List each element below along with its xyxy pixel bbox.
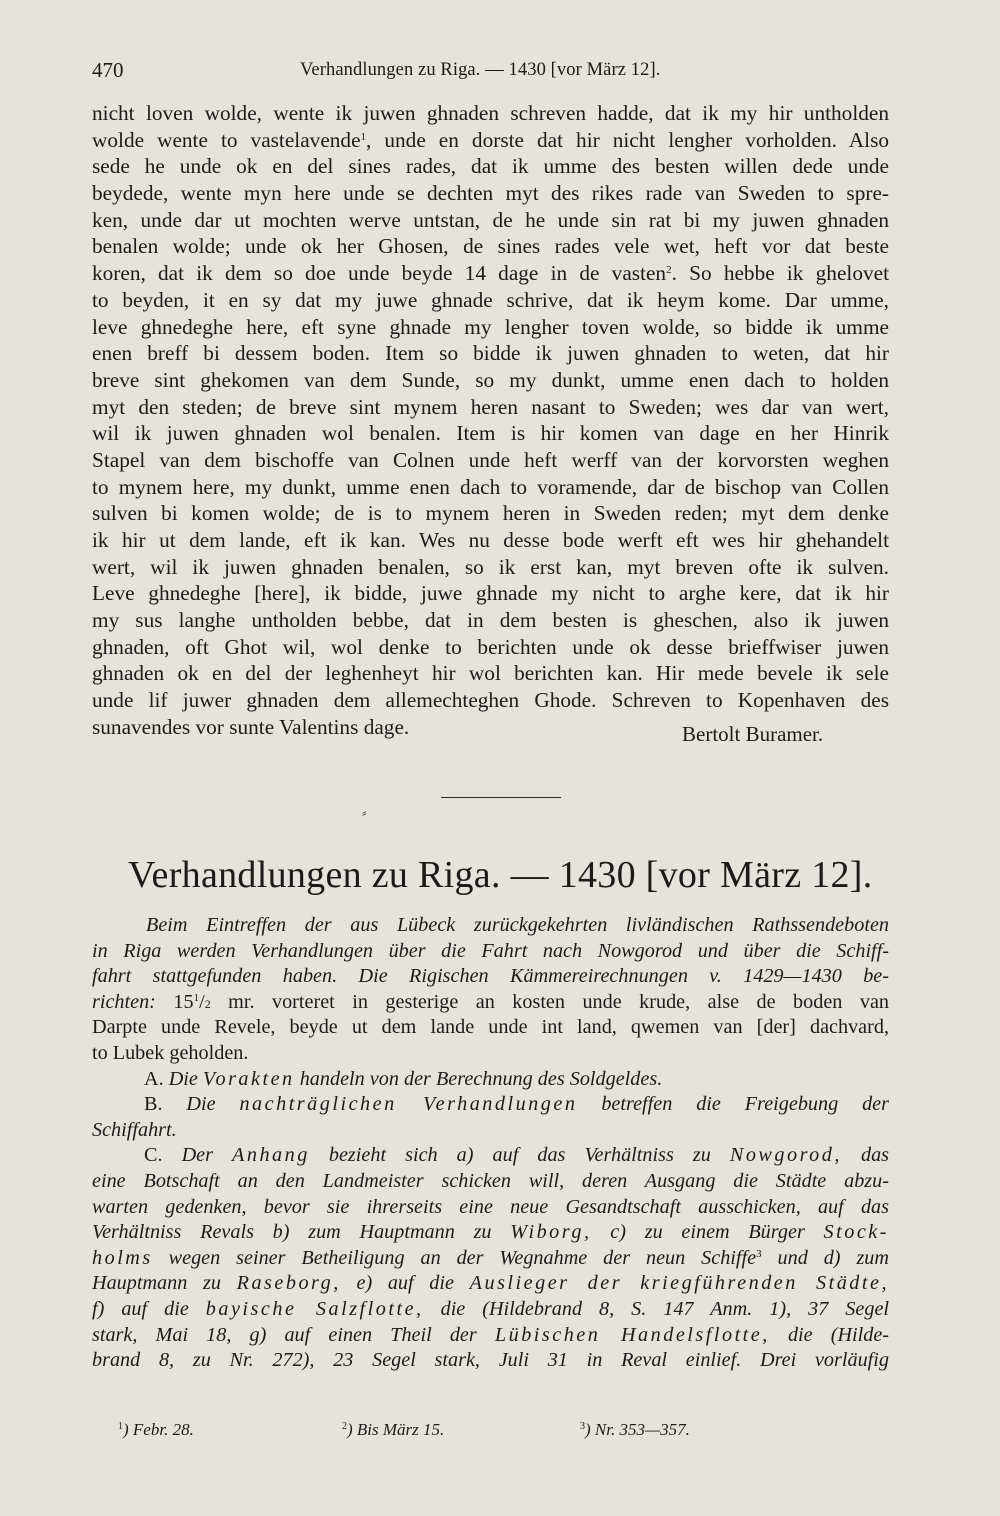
- fraction-part: 2: [204, 996, 211, 1011]
- footnote-text: ) Nr. 353—357.: [585, 1420, 690, 1439]
- footnote-ref[interactable]: 1: [360, 130, 367, 143]
- footnote-text: ) Febr. 28.: [123, 1420, 194, 1439]
- page-header: [92, 58, 890, 88]
- text-span: handeln von der Berechnung des Soldgeldes.: [299, 1067, 663, 1090]
- footnote-ref[interactable]: 2: [666, 264, 672, 277]
- text-span: f) auf die: [92, 1297, 189, 1320]
- text-span: Wiborg,: [510, 1221, 592, 1244]
- text-line: to beyden, it en sy dat my juwe ghnade schrive, dat ik heym kome. Dar umme,: [92, 287, 889, 312]
- text-span: e) auf die: [356, 1272, 454, 1295]
- footnote-mark: 2: [342, 1421, 347, 1432]
- text-line: wil ik juwen ghnaden wol benalen. Item is hir komen van dage en her Hinrik: [92, 421, 889, 446]
- page-number: 470: [92, 58, 124, 82]
- running-title: Verhandlungen zu Riga. — 1430 [vor März 12].: [300, 60, 661, 80]
- text-span: und d) zum: [777, 1246, 889, 1269]
- text-span: betreffen die Freigebung der: [601, 1093, 889, 1116]
- text-span: bayische Salzflotte,: [205, 1297, 424, 1320]
- text-line: [92, 127, 889, 154]
- text-line: brand 8, zu Nr. 272), 23 Segel stark, Juli 31 in Reval einlief. Drei vorläufig: [92, 1349, 889, 1372]
- text-span: Stock-: [823, 1221, 889, 1244]
- section-divider: [441, 797, 561, 798]
- footnote-mark: 3: [580, 1421, 585, 1432]
- text-line: sulven bi komen wolde; de is to mynem heren in Sweden reden; myt dem denke: [92, 501, 889, 526]
- text-line: [92, 260, 889, 287]
- text-span: , unde en dorste dat hir nicht lengher vorholden. Also: [366, 127, 889, 152]
- text-span: die (Hildebrand 8, S. 147 Anm. 1), 37 Segel: [440, 1297, 889, 1320]
- text-line: Leve ghnedeghe [here], ik bidde, juwe ghnade my nicht to arghe kere, dat ik hir: [92, 581, 889, 606]
- text-span: die (Hilde-: [787, 1323, 889, 1346]
- item-label: B.: [144, 1093, 163, 1116]
- text-line: fahrt stattgefunden haben. Die Rigischen Kämmereirechnungen v. 1429—1430 be-: [92, 965, 889, 988]
- text-span: wegen seiner Betheiligung an der Wegnahme der neun Schiffe: [168, 1246, 757, 1269]
- section-title: Verhandlungen zu Riga. — 1430 [vor März 12].: [128, 854, 873, 896]
- text-span: das: [860, 1144, 889, 1167]
- text-line: beydede, wente myn here unde se dechten myt des rikes rade van Sweden to spre-: [92, 181, 889, 206]
- section-intro: [92, 913, 889, 1374]
- text-span: Verhältniss Revals b) zum Hauptmann zu: [92, 1221, 492, 1244]
- text-line: sede he unde ok en del sines rades, dat ik umme des besten willen dede unde: [92, 154, 889, 179]
- text-line: my sus langhe untholden bebbe, dat in dem besten is gheschen, also ik juwen: [92, 608, 889, 633]
- text-line: myt den steden; de breve sint mynem heren nasant to Sweden; wes dar van wert,: [92, 394, 889, 419]
- footnote: [580, 1420, 690, 1440]
- footnote-ref[interactable]: 3: [756, 1247, 762, 1260]
- letter-text: [92, 100, 889, 741]
- text-line: in Riga werden Verhandlungen über die Fahrt nach Nowgorod und über die Schiff-: [92, 939, 889, 962]
- text-span: koren, dat ik dem so doe unde beyde 14 dage in de vasten: [92, 261, 667, 286]
- text-span: holms: [92, 1246, 153, 1269]
- text-span: Hauptmann zu: [92, 1272, 221, 1295]
- text-line: eine Botschaft an den Landmeister schicken will, deren Ausgang die Städte abzu-: [92, 1169, 889, 1192]
- text-span: Anhang: [232, 1144, 310, 1167]
- text-line: ghnaden ok en del der leghenheyt hir wol berichten kan. Hir mede bevele ik sele: [92, 661, 889, 686]
- text-line: Beim Eintreffen der aus Lübeck zurückgekehrten livländischen Rathssendeboten: [146, 914, 889, 936]
- text-line: [92, 1323, 889, 1349]
- text-span: bezieht sich a) auf das Verhältniss zu: [328, 1144, 711, 1167]
- fraction-part: /: [199, 990, 205, 1013]
- footnote: [342, 1420, 444, 1440]
- list-item-b: [92, 1092, 889, 1118]
- item-label: C.: [144, 1144, 163, 1167]
- footnote-mark: 1: [118, 1421, 123, 1432]
- text-line: to Lubek geholden.: [92, 1041, 249, 1064]
- text-line: enen breff bi dessem boden. Item so bidde ik juwen ghnaden to weten, dat hir: [92, 341, 889, 366]
- text-span: Vorakten: [202, 1067, 295, 1090]
- signature: Bertolt Buramer.: [682, 722, 824, 746]
- text-span: 15: [155, 990, 194, 1013]
- text-line: sunavendes vor sunte Valentins dage.: [92, 714, 410, 739]
- text-line: warten gedenken, bevor sie ihrerseits eine neue Gesandtschaft ausschicken, auf das: [92, 1195, 889, 1218]
- fraction-part: 1: [193, 991, 200, 1004]
- text-line: ik hir ut dem lande, eft ik kan. Wes nu desse bode werft eft wes hir ghehandelt: [92, 528, 889, 552]
- text-line: Stapel van dem bischoffe van Colnen unde heft werff van der korvorsten weghen: [92, 447, 889, 472]
- text-line: to mynem here, my dunkt, umme enen dach to voramende, dar de bischop van Collen: [92, 474, 889, 499]
- text-line: Schiffahrt.: [92, 1118, 177, 1141]
- text-span: c) zu einem Bürger: [610, 1221, 805, 1244]
- text-line: benalen wolde; unde ok her Ghosen, de sines rades vele wet, heft vor dat beste: [92, 234, 889, 259]
- item-label: A.: [144, 1067, 164, 1090]
- text-line: [92, 990, 889, 1016]
- text-span: Die: [168, 1067, 198, 1090]
- printer-mark: ⸗: [362, 806, 367, 821]
- text-line: unde lif juwer ghnaden dem allemechteghen Ghode. Schreven to Kopenhaven des: [92, 688, 889, 713]
- list-item-c: [92, 1143, 889, 1169]
- list-item-a: [92, 1067, 889, 1093]
- text-line: ghnaden, oft Ghot wil, wol denke to berichten unde ok desse brieffwiser juwen: [92, 634, 889, 659]
- text-line: nicht loven wolde, wente ik juwen ghnaden schreven hadde, dat ik my hir untholden: [92, 101, 889, 125]
- text-span: stark, Mai 18, g) auf einen Theil der: [92, 1323, 477, 1346]
- text-span: Auslieger der kriegführenden Städte,: [469, 1272, 889, 1295]
- text-line: ken, unde dar ut mochten werve untstan, de he unde sin rat bi my juwen ghnaden: [92, 207, 889, 232]
- text-span: Raseborg,: [236, 1272, 341, 1295]
- text-span: Die: [186, 1093, 216, 1116]
- text-line: leve ghnedeghe here, eft syne ghnade my lengher toven wolde, so bidde ik umme: [92, 314, 889, 339]
- text-line: [92, 1297, 889, 1323]
- text-span: Der: [181, 1144, 213, 1167]
- text-span: mr. vorteret in gesterige an kosten unde krude, alse de boden van: [210, 990, 889, 1013]
- text-span: richten:: [92, 990, 156, 1013]
- text-line: wert, wil ik juwen ghnaden benalen, so ik erst kan, myt breven ofte ik sulven.: [92, 554, 889, 579]
- text-line: Darpte unde Revele, beyde ut dem lande unde int land, qwemen van [der] dachvard,: [92, 1016, 889, 1039]
- text-span: nachträglichen Verhandlungen: [239, 1093, 578, 1116]
- text-span: Lübischen Handelsflotte,: [494, 1323, 770, 1346]
- text-span: Nowgorod,: [729, 1144, 842, 1167]
- text-span: . So hebbe ik ghelovet: [671, 261, 889, 286]
- footnote-text: ) Bis März 15.: [347, 1420, 445, 1439]
- footnotes: [118, 1420, 818, 1446]
- text-span: wolde wente to vastelavende: [92, 127, 361, 152]
- text-line: [92, 1271, 889, 1297]
- text-line: breve sint ghekomen van dem Sunde, so my dunkt, umme enen dach to holden: [92, 367, 889, 392]
- text-line: [92, 1220, 889, 1246]
- footnote: [118, 1420, 194, 1440]
- text-line: [92, 1246, 889, 1272]
